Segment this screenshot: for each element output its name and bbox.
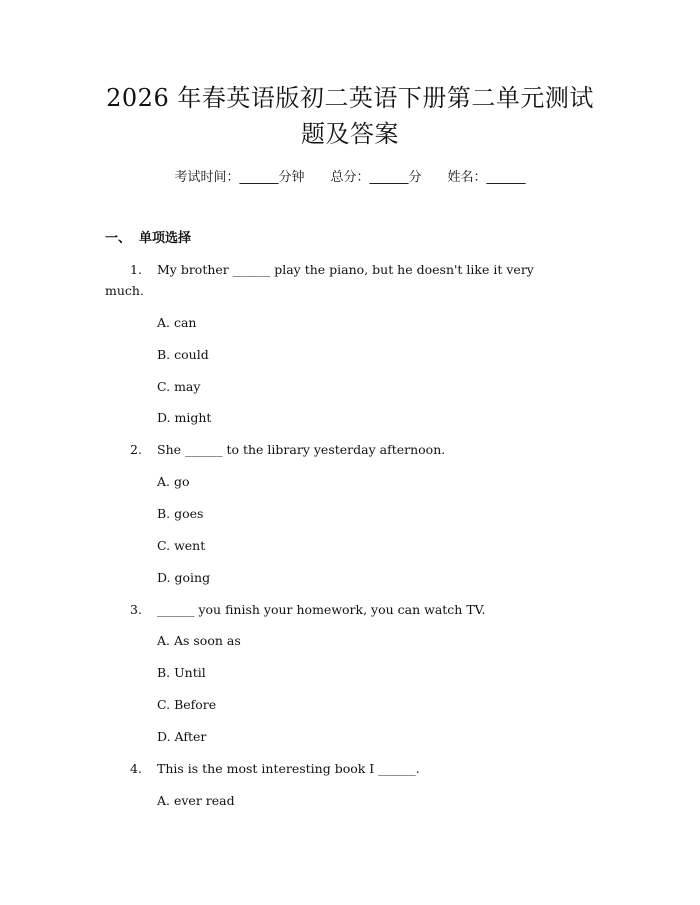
question-1	[130, 260, 534, 280]
question-text: This is the most interesting book I ______.	[157, 761, 420, 776]
exam-info	[0, 168, 700, 188]
question-number: 2.	[130, 442, 142, 457]
question-4	[130, 759, 420, 779]
total-score: 总分：______分	[330, 170, 422, 185]
option-c: C. may	[157, 379, 201, 394]
question-2	[130, 440, 445, 460]
section-title: 单项选择	[139, 231, 192, 246]
option-d: D. After	[157, 729, 207, 744]
option-a: A. ever read	[157, 793, 235, 808]
option-c: C. went	[157, 538, 206, 553]
option-d: D. might	[157, 410, 212, 425]
option-b: B. Until	[157, 665, 206, 680]
question-1-continuation: much.	[105, 283, 144, 298]
question-text: She ______ to the library yesterday afternoon.	[157, 442, 446, 457]
option-c: C. Before	[157, 697, 217, 712]
question-text: ______ you finish your homework, you can watch TV.	[157, 602, 486, 617]
option-a: A. As soon as	[157, 633, 241, 648]
section-number: 一、	[105, 231, 132, 246]
question-number: 4.	[130, 761, 142, 776]
option-b: B. goes	[157, 506, 204, 521]
student-name: 姓名：______	[447, 170, 526, 185]
document-title	[60, 80, 640, 152]
question-3	[130, 600, 486, 620]
question-number: 1.	[130, 262, 142, 277]
option-d: D. going	[157, 570, 211, 585]
section-heading	[105, 229, 191, 249]
exam-time: 考试时间：______分钟	[174, 170, 305, 185]
option-a: A. go	[157, 474, 190, 489]
option-b: B. could	[157, 347, 209, 362]
option-a: A. can	[157, 315, 197, 330]
title-line-2: 题及答案	[301, 120, 399, 148]
title-line-1: 2026 年春英语版初二英语下册第二单元测试	[106, 84, 594, 112]
question-text: My brother ______ play the piano, but he doesn't like it very	[157, 262, 534, 277]
question-number: 3.	[130, 602, 142, 617]
